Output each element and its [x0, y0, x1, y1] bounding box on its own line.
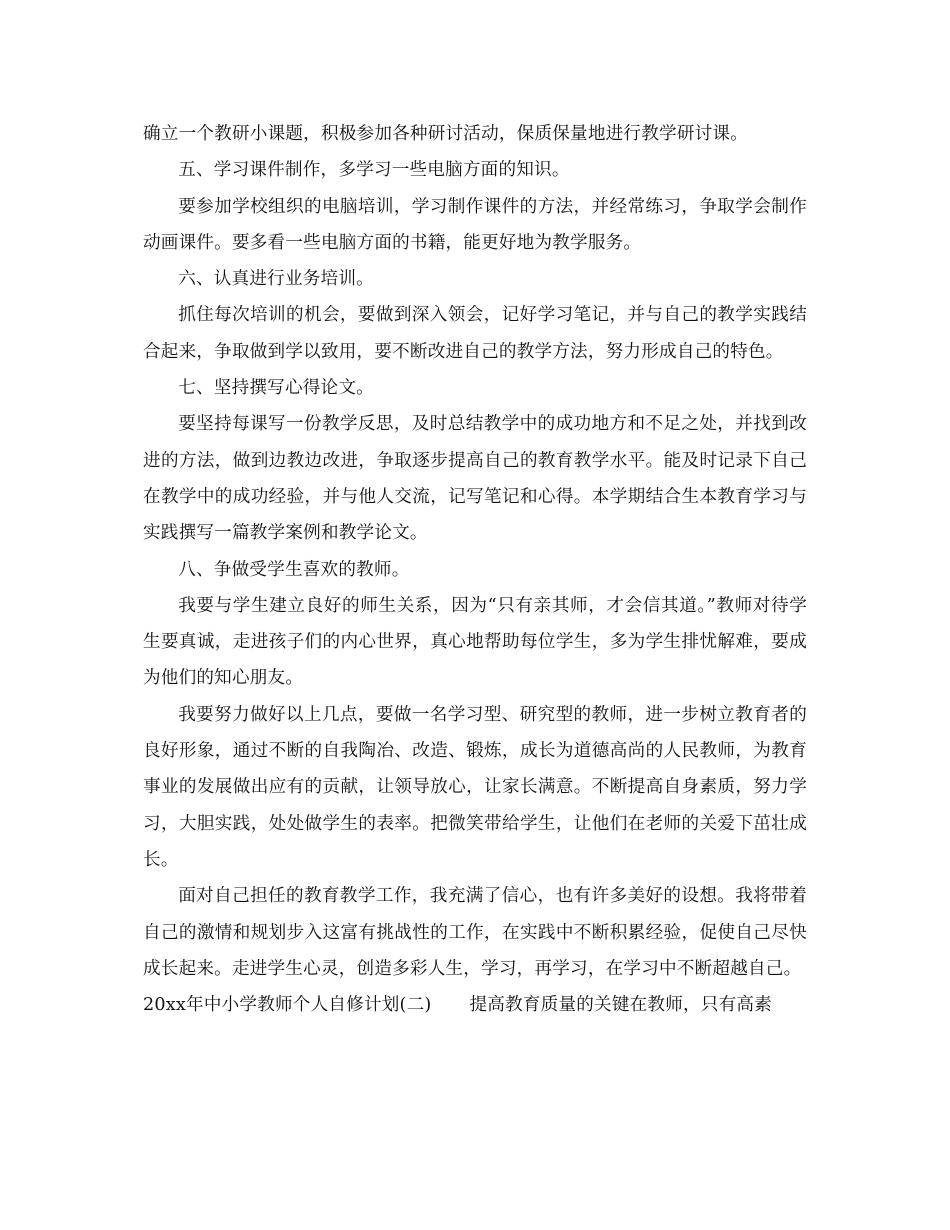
- next-plan-title: 20xx年中小学教师个人自修计划(二): [143, 995, 432, 1016]
- section-heading-8: 八、争做受学生喜欢的教师。: [178, 559, 410, 580]
- next-plan-title-line: [143, 987, 807, 1023]
- paragraph-confidence: 面对自己担任的教育教学工作，我充满了信心，也有许多美好的设想。我将带着自己的激情和规划步入这富有挑战性的工作，在实践中不断积累经验，促使自己尽快成长起来。走进学生心灵，创造多彩人生，学习，再学习，在学习中不断超越自己。: [143, 886, 807, 979]
- paragraph-reflection: 要坚持每课写一份教学反思，及时总结教学中的成功地方和不足之处，并找到改进的方法，做到边教边改进，争取逐步提高自己的教育教学水平。能及时记录下自己在教学中的成功经验，并与他人交流，记写笔记和心得。本学期结合生本教育学习与实践撰写一篇教学案例和教学论文。: [143, 414, 807, 544]
- section-heading-7: 七、坚持撰写心得论文。: [178, 378, 374, 399]
- paragraph-continuation: 确立一个教研小课题，积极参加各种研讨活动，保质保量地进行教学研讨课。: [143, 124, 748, 144]
- next-plan-opening: 提高教育质量的关键在教师，只有高素: [469, 995, 772, 1016]
- document-body: [143, 116, 807, 1023]
- paragraph-relationship: 我要与学生建立良好的师生关系，因为“只有亲其师，才会信其道。”教师对待学生要真诚，走进孩子们的内心世界，真心地帮助每位学生，多为学生排忧解难，要成为他们的知心朋友。: [143, 595, 807, 689]
- paragraph-courseware: 要参加学校组织的电脑培训，学习制作课件的方法，并经常练习，争取学会制作动画课件。要多看一些电脑方面的书籍，能更好地为教学服务。: [143, 196, 807, 253]
- section-heading-6: 六、认真进行业务培训。: [178, 269, 374, 290]
- paragraph-goals: 我要努力做好以上几点，要做一名学习型、研究型的教师，进一步树立教育者的良好形象，通过不断的自我陶冶、改造、锻炼，成长为道德高尚的人民教师，为教育事业的发展做出应有的贡献，让领导放心，让家长满意。不断提高自身素质，努力学习，大胆实践，处处做学生的表率。把微笑带给学生，让他们在老师的关爱下茁壮成长。: [143, 704, 807, 870]
- section-heading-5: 五、学习课件制作，多学习一些电脑方面的知识。: [178, 160, 570, 181]
- paragraph-training: 抓住每次培训的机会，要做到深入领会，记好学习笔记，并与自己的教学实践结合起来，争取做到学以致用，要不断改进自己的教学方法，努力形成自己的特色。: [143, 305, 807, 362]
